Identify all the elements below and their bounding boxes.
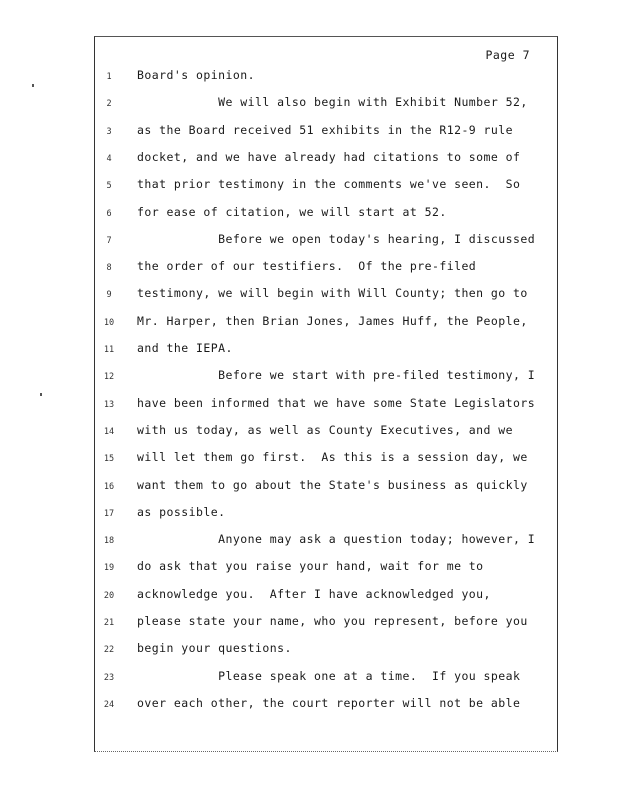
margin-mark (40, 393, 42, 396)
transcript-line (94, 150, 556, 170)
line-text: begin your questions. (137, 641, 292, 656)
transcript-line (94, 423, 556, 443)
transcript-line (94, 478, 556, 498)
line-text: Board's opinion. (137, 68, 255, 82)
line-number: 7 (106, 235, 112, 246)
line-number: 22 (103, 645, 115, 656)
line-text: Please speak one at a time. If you speak (137, 668, 521, 683)
line-number: 18 (103, 536, 115, 547)
line-number: 23 (103, 672, 115, 683)
line-number: 5 (106, 181, 112, 192)
line-text: please state your name, who you represent, before you (137, 614, 528, 628)
line-text: testimony, we will begin with Will County; then go to (137, 286, 528, 301)
transcript-line (94, 68, 556, 88)
line-number: 6 (106, 208, 112, 219)
line-text: over each other, the court reporter will not be able (137, 695, 521, 710)
transcript-line (94, 587, 556, 607)
line-number: 10 (103, 317, 115, 328)
line-number: 4 (106, 153, 112, 164)
transcript-line (94, 341, 556, 361)
transcript-line (94, 532, 556, 552)
line-number: 19 (103, 563, 115, 574)
line-text: for ease of citation, we will start at 52. (137, 204, 447, 219)
line-text: Before we open today's hearing, I discussed (137, 231, 536, 246)
line-number: 14 (103, 426, 115, 437)
transcript-line (94, 669, 556, 689)
transcript-line (94, 641, 556, 661)
line-number: 24 (103, 699, 115, 710)
line-text: and the IEPA. (137, 341, 233, 355)
line-text: have been informed that we have some State Legislators (137, 395, 536, 410)
line-text: do ask that you raise your hand, wait for me to (137, 559, 484, 574)
line-number: 21 (103, 618, 115, 628)
line-number: 15 (103, 454, 115, 465)
line-number: 17 (103, 508, 115, 519)
line-number: 13 (103, 399, 115, 410)
page-number: Page 7 (485, 48, 530, 62)
transcript-line (94, 123, 556, 143)
transcript-line (94, 696, 556, 716)
transcript-line (94, 450, 556, 470)
transcript-line (94, 396, 556, 416)
line-number: 3 (106, 126, 112, 137)
line-number: 20 (103, 590, 115, 601)
line-text: the order of our testifiers. Of the pre-filed (137, 259, 477, 274)
transcript-line (94, 505, 556, 525)
line-number: 8 (106, 263, 112, 274)
transcript-line (94, 205, 556, 225)
line-number: 9 (106, 290, 112, 301)
transcript-line (94, 368, 556, 388)
transcript-line (94, 259, 556, 279)
line-text: as possible. (137, 504, 226, 519)
line-text: docket, and we have already had citations to some of (137, 149, 521, 164)
line-text: as the Board received 51 exhibits in the R12-9 rule (137, 122, 514, 137)
line-number: 11 (103, 345, 115, 355)
line-number: 2 (106, 99, 112, 110)
transcript-line (94, 286, 556, 306)
line-text: with us today, as well as County Executives, and we (137, 422, 514, 437)
line-text: Before we start with pre-filed testimony, I (137, 368, 536, 383)
line-text: will let them go first. As this is a session day, we (137, 450, 528, 465)
line-text: acknowledge you. After I have acknowledged you, (137, 586, 491, 601)
line-text: We will also begin with Exhibit Number 52, (137, 95, 528, 110)
line-text: Anyone may ask a question today; however, I (137, 532, 536, 547)
transcript-line (94, 232, 556, 252)
transcript-line (94, 95, 556, 115)
line-number: 1 (106, 72, 112, 82)
transcript-line (94, 177, 556, 197)
line-text: want them to go about the State's business as quickly (137, 477, 528, 492)
margin-mark (32, 84, 34, 87)
line-number: 12 (103, 372, 115, 383)
transcript-line (94, 614, 556, 634)
transcript-line (94, 314, 556, 334)
transcript-line (94, 559, 556, 579)
line-text: Mr. Harper, then Brian Jones, James Huff, the People, (137, 313, 528, 328)
line-number: 16 (103, 481, 115, 492)
line-text: that prior testimony in the comments we've seen. So (137, 177, 521, 192)
